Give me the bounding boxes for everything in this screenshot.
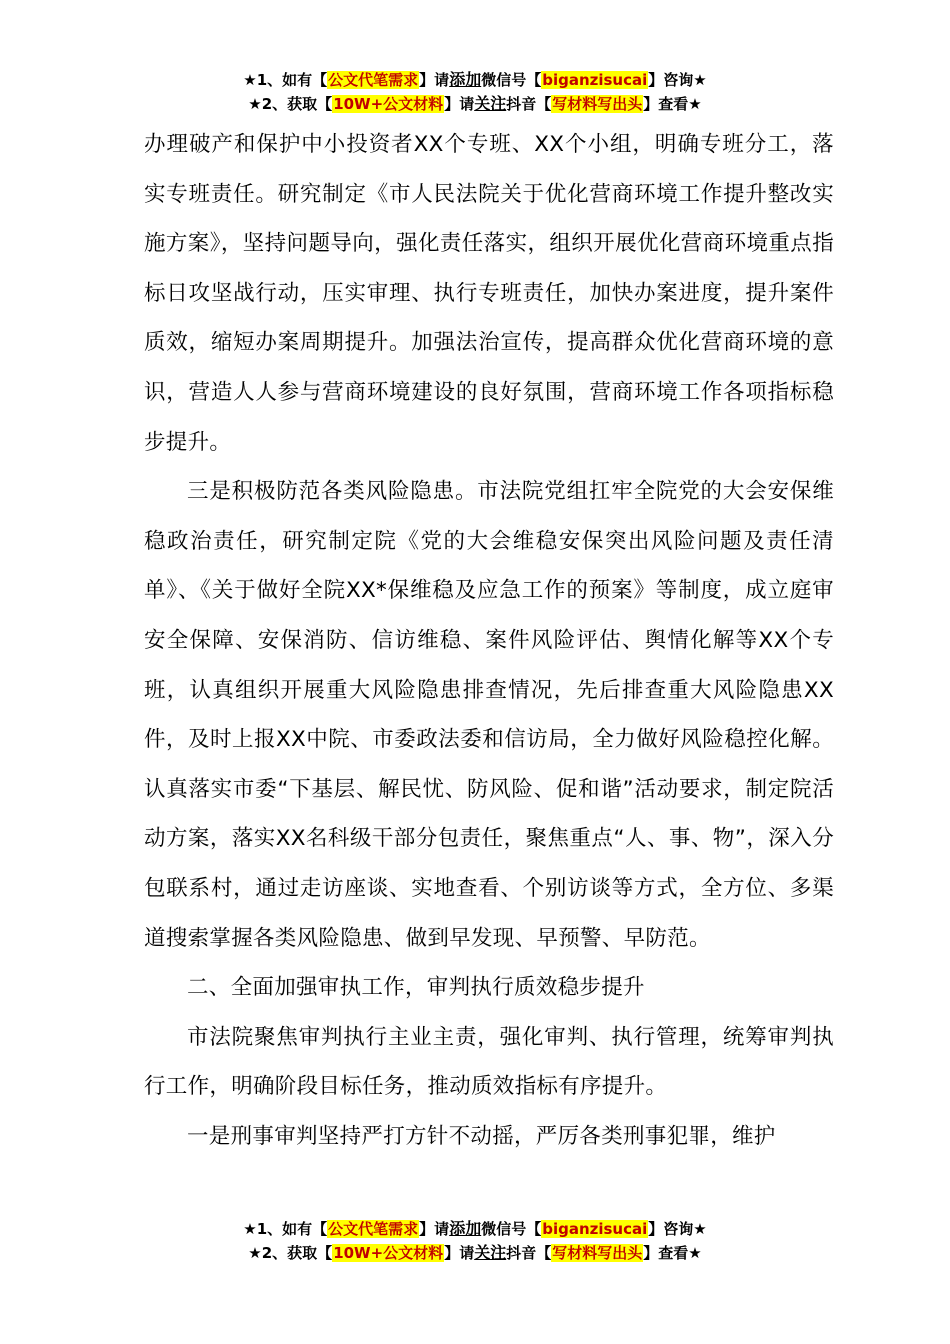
banner-line-1 [0,1217,950,1241]
banner-text: 】咨询★ [648,71,707,89]
document-body [144,120,834,1161]
banner-text: 抖音【 [506,95,552,113]
banner-text: ★2、获取【 [248,1244,333,1262]
banner-text: ★1、如有【 [243,1220,328,1238]
paragraph-court-focus: 市法院聚焦审判执行主业主责，强化审判、执行管理，统筹审判执行工作，明确阶段目标任务，推动质效指标有序提升。 [144,1024,834,1100]
banner-text: ★1、如有【 [243,71,328,89]
banner-line-2 [0,92,950,116]
banner-text: 微信号【 [481,71,542,89]
banner-highlight: biganzisucai [542,1220,648,1238]
banner-line-2 [0,1241,950,1265]
banner-text: 】咨询★ [648,1220,707,1238]
banner-text: 抖音【 [506,1244,552,1262]
banner-emphasis: 添加 [449,1219,482,1238]
paragraph-risk-prevention: 三是积极防范各类风险隐患。市法院党组扛牢全院党的大会安保维稳政治责任，研究制定院《党的大会维稳安保突出风险问题及责任清单》、《关于做好全院XX*保维稳及应急工作的预案》等制度，成立庭审安全保障、安保消防、信访维稳、案件风险评估、舆情化解等XX个专班，认真组织开展重大风险隐患排查情况，先后排查重大风险隐患XX件，及时上报XX中院、市委政法委和信访局，全力做好风险稳控化解。认真落实市委“下基层、解民忧、防风险、促和谐”活动要求，制定院活动方案，落实XX名科级干部分包责任，聚焦重点“人、事、物”，深入分包联系村，通过走访座谈、实地查看、个别访谈等方式，全方位、多渠道搜索掌握各类风险隐患、做到早发现、早预警、早防范。 [144,479,834,951]
banner-highlight: 10W+公文材料 [333,95,444,113]
banner-text: ★2、获取【 [248,95,333,113]
header-banner [0,68,950,116]
banner-text: 】查看★ [643,1244,702,1262]
banner-highlight: 公文代笔需求 [328,71,419,89]
section-heading: 二、全面加强审执工作，审判执行质效稳步提升 [187,975,645,1001]
banner-text: 微信号【 [481,1220,542,1238]
banner-text: 】请 [444,95,475,113]
banner-emphasis: 关注 [474,1243,507,1262]
banner-line-1 [0,68,950,92]
banner-highlight: 公文代笔需求 [328,1220,419,1238]
banner-text: 】请 [444,1244,475,1262]
banner-emphasis: 添加 [449,70,482,89]
banner-highlight: 写材料写出头 [552,95,643,113]
banner-highlight: biganzisucai [542,71,648,89]
footer-banner [0,1217,950,1265]
banner-text: 】请 [419,1220,450,1238]
paragraph-criminal-trial: 一是刑事审判坚持严打方针不动摇，严厉各类刑事犯罪，维护 [187,1123,776,1149]
banner-highlight: 10W+公文材料 [333,1244,444,1262]
banner-emphasis: 关注 [474,94,507,113]
paragraph-continued: 办理破产和保护中小投资者XX个专班、XX个小组，明确专班分工，落实专班责任。研究制定《市人民法院关于优化营商环境工作提升整改实施方案》，坚持问题导向，强化责任落实，组织开展优化营商环境重点指标日攻坚战行动，压实审理、执行专班责任，加快办案进度，提升案件质效，缩短办案周期提升。加强法治宣传，提高群众优化营商环境的意识，营造人人参与营商环境建设的良好氛围，营商环境工作各项指标稳步提升。 [144,132,834,455]
banner-highlight: 写材料写出头 [552,1244,643,1262]
banner-text: 】请 [419,71,450,89]
banner-text: 】查看★ [643,95,702,113]
